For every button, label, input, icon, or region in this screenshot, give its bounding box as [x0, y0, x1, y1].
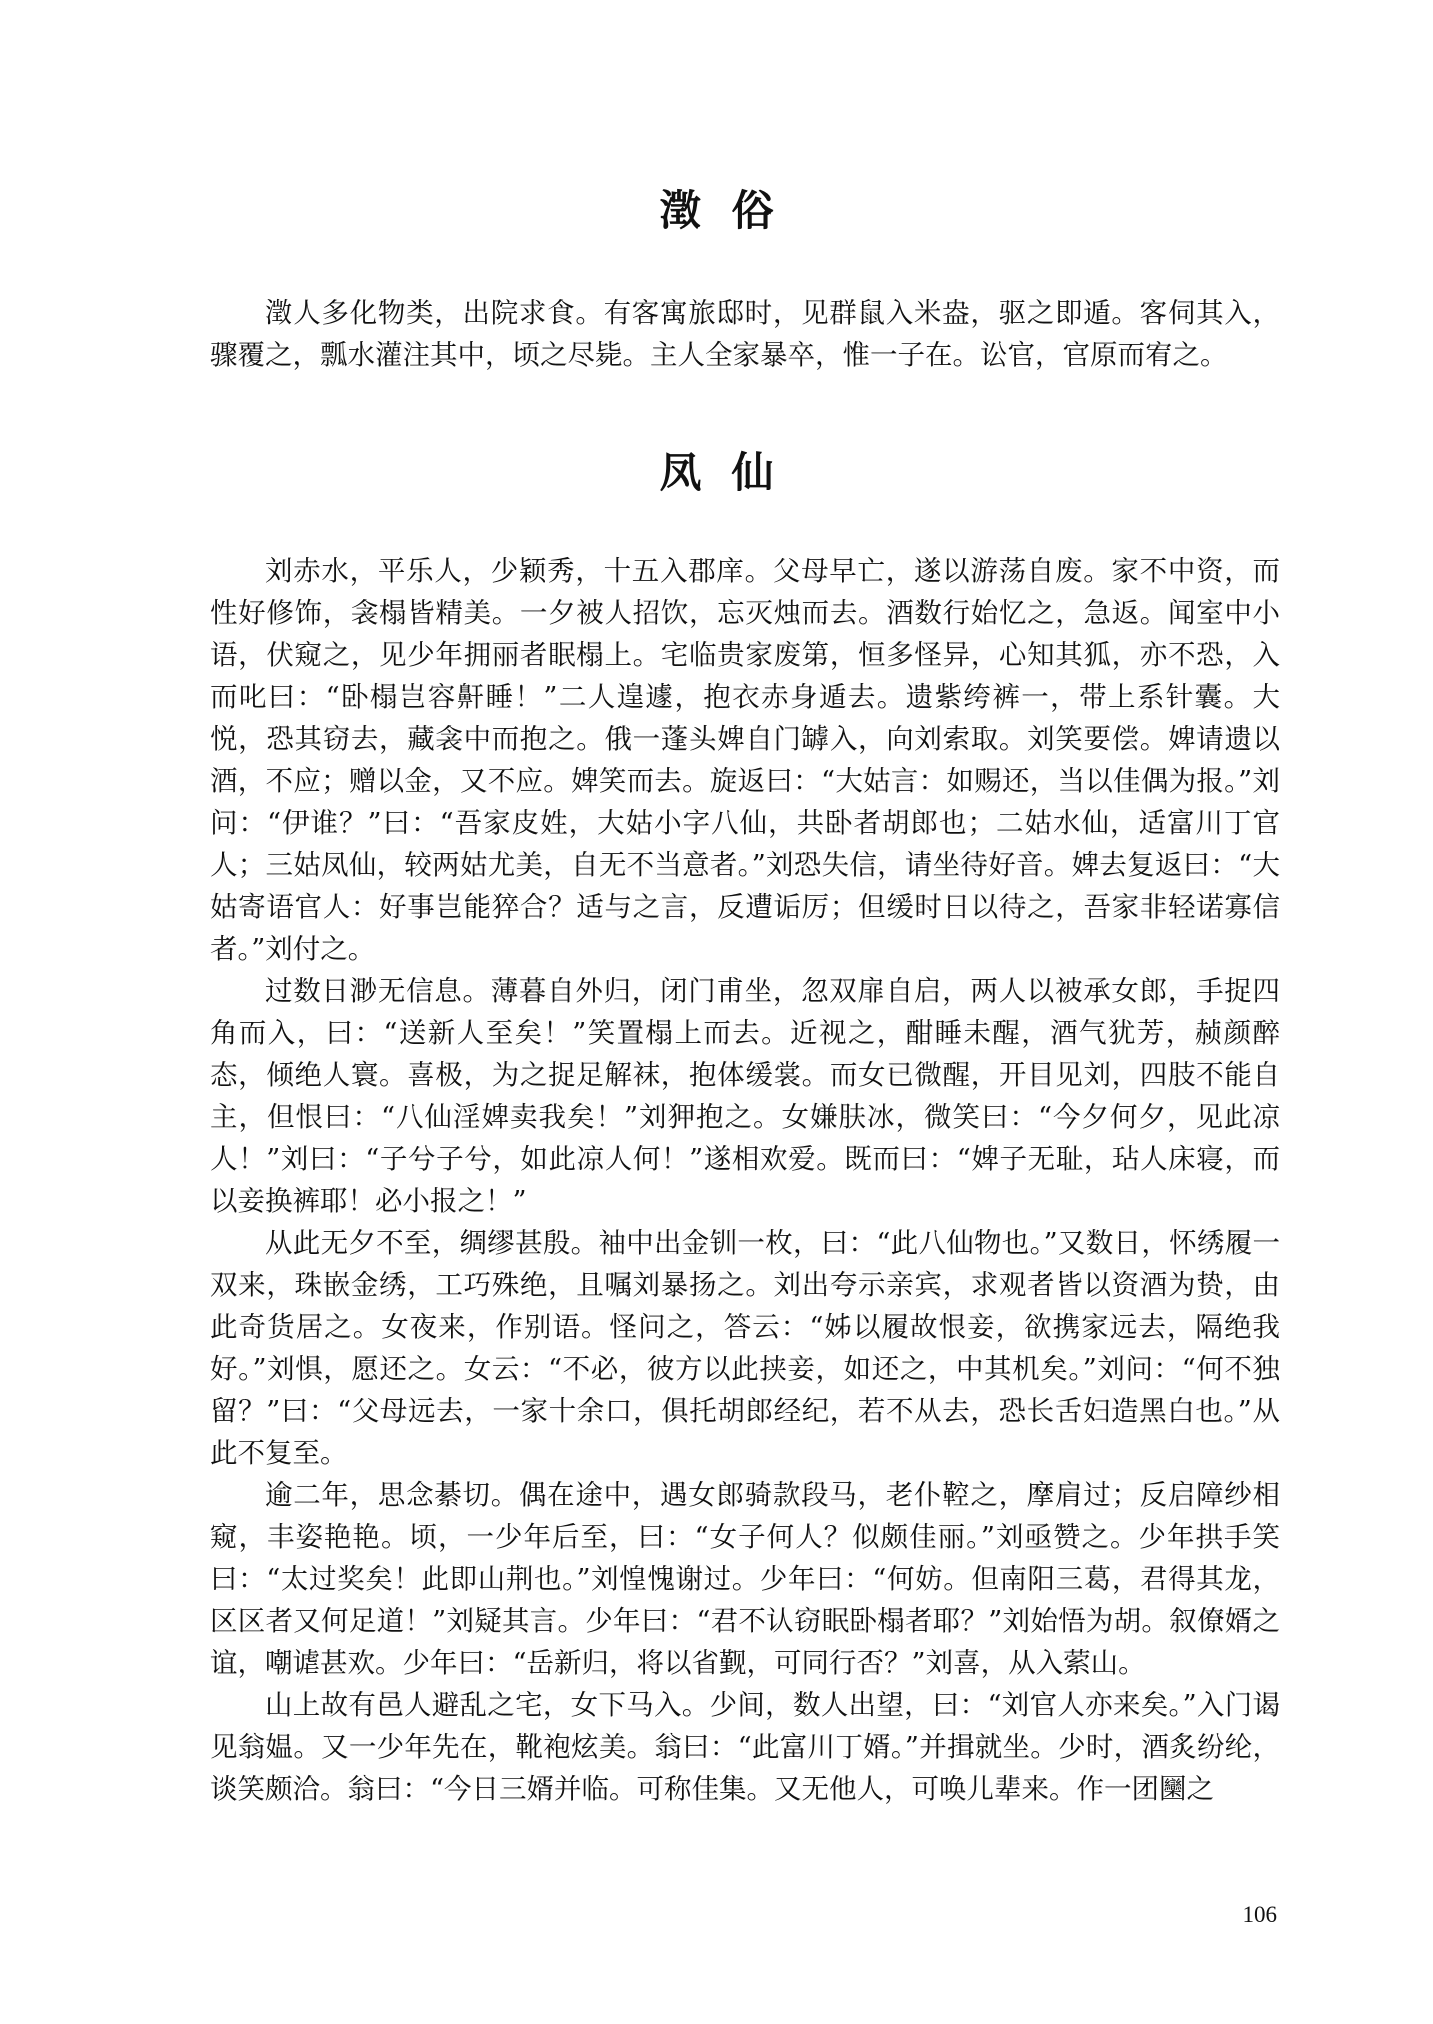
paragraph: 逾二年，思念綦切。偶在途中，遇女郎骑款段马，老仆鞚之，摩肩过；反启障纱相窥，丰姿艳艳。顷，一少年后至，曰：“女子何人？似颇佳丽。”刘亟赞之。少年拱手笑曰：“太过奖矣！此即山荆也。”刘惶愧谢过。少年曰：“何妨。但南阳三葛，君得其龙，区区者又何足道！”刘疑其言。少年曰：“君不认窃眠卧榻者耶？”刘始悟为胡。叙僚婿之谊，嘲谑甚欢。少年曰：“岳新归，将以省觐，可同行否？”刘喜，从入萦山。	[210, 1479, 1280, 1679]
paragraph: 从此无夕不至，绸缪甚殷。袖中出金钏一枚，曰：“此八仙物也。”又数日，怀绣履一双来，珠嵌金绣，工巧殊绝，且嘱刘暴扬之。刘出夸示亲宾，求观者皆以资酒为贽，由此奇货居之。女夜来，作别语。怪问之，答云：“姊以履故恨妾，欲携家远去，隔绝我好。”刘惧，愿还之。女云：“不必，彼方以此挟妾，如还之，中其机矣。”刘问：“何不独留？”曰：“父母远去，一家十余口，俱托胡郎经纪，若不从去，恐长舌妇造黑白也。”从此不复至。	[210, 1227, 1280, 1469]
section-body-fengxian	[210, 550, 1280, 1810]
paragraph: 山上故有邑人避乱之宅，女下马入。少间，数人出望，曰：“刘官人亦来矣。”入门谒见翁媪。又一少年先在，靴袍炫美。翁曰：“此富川丁婿。”并揖就坐。少时，酒炙纷纶，谈笑颇洽。翁曰：“今日三婿并临。可称佳集。又无他人，可唤儿辈来。作一团圞之	[210, 1689, 1280, 1805]
paragraph: 过数日渺无信息。薄暮自外归，闭门甫坐，忽双扉自启，两人以被承女郎，手捉四角而入，曰：“送新人至矣！”笑置榻上而去。近视之，酣睡未醒，酒气犹芳，赪颜醉态，倾绝人寰。喜极，为之捉足解袜，抱体缓裳。而女已微醒，开目见刘，四肢不能自主，但恨曰：“八仙淫婢卖我矣！”刘狎抱之。女嫌肤冰，微笑曰：“今夕何夕，见此凉人！”刘曰：“子兮子兮，如此凉人何！”遂相欢爱。既而曰：“婢子无耻，玷人床寝，而以妾换裤耶！必小报之！”	[210, 975, 1280, 1217]
section-body-chengsu	[210, 292, 1280, 376]
section-title-chengsu: 澂俗	[659, 186, 804, 235]
paragraph: 澂人多化物类，出院求食。有客寓旅邸时，见群鼠入米盎，驱之即遁。客伺其入，骤覆之，瓢水灌注其中，顷之尽毙。主人全家暴卒，惟一子在。讼官，官原而宥之。	[210, 297, 1280, 371]
paragraph: 刘赤水，平乐人，少颖秀，十五入郡庠。父母早亡，遂以游荡自废。家不中资，而性好修饰，衾榻皆精美。一夕被人招饮，忘灭烛而去。酒数行始忆之，急返。闻室中小语，伏窥之，见少年拥丽者眠榻上。宅临贵家废第，恒多怪异，心知其狐，亦不恐，入而叱曰：“卧榻岂容鼾睡！”二人遑遽，抱衣赤身遁去。遗紫绔裤一，带上系针囊。大悦，恐其窃去，藏衾中而抱之。俄一蓬头婢自门罅入，向刘索取。刘笑要偿。婢请遗以酒，不应；赠以金，又不应。婢笑而去。旋返曰：“大姑言：如赐还，当以佳偶为报。”刘问：“伊谁？”曰：“吾家皮姓，大姑小字八仙，共卧者胡郎也；二姑水仙，适富川丁官人；三姑凤仙，较两姑尤美，自无不当意者。”刘恐失信，请坐待好音。婢去复返曰：“大姑寄语官人：好事岂能猝合？适与之言，反遭诟厉；但缓时日以待之，吾家非轻诺寡信者。”刘付之。	[210, 555, 1280, 965]
section-title-fengxian: 凤仙	[659, 448, 804, 497]
page-number: 106	[1242, 1902, 1277, 1927]
